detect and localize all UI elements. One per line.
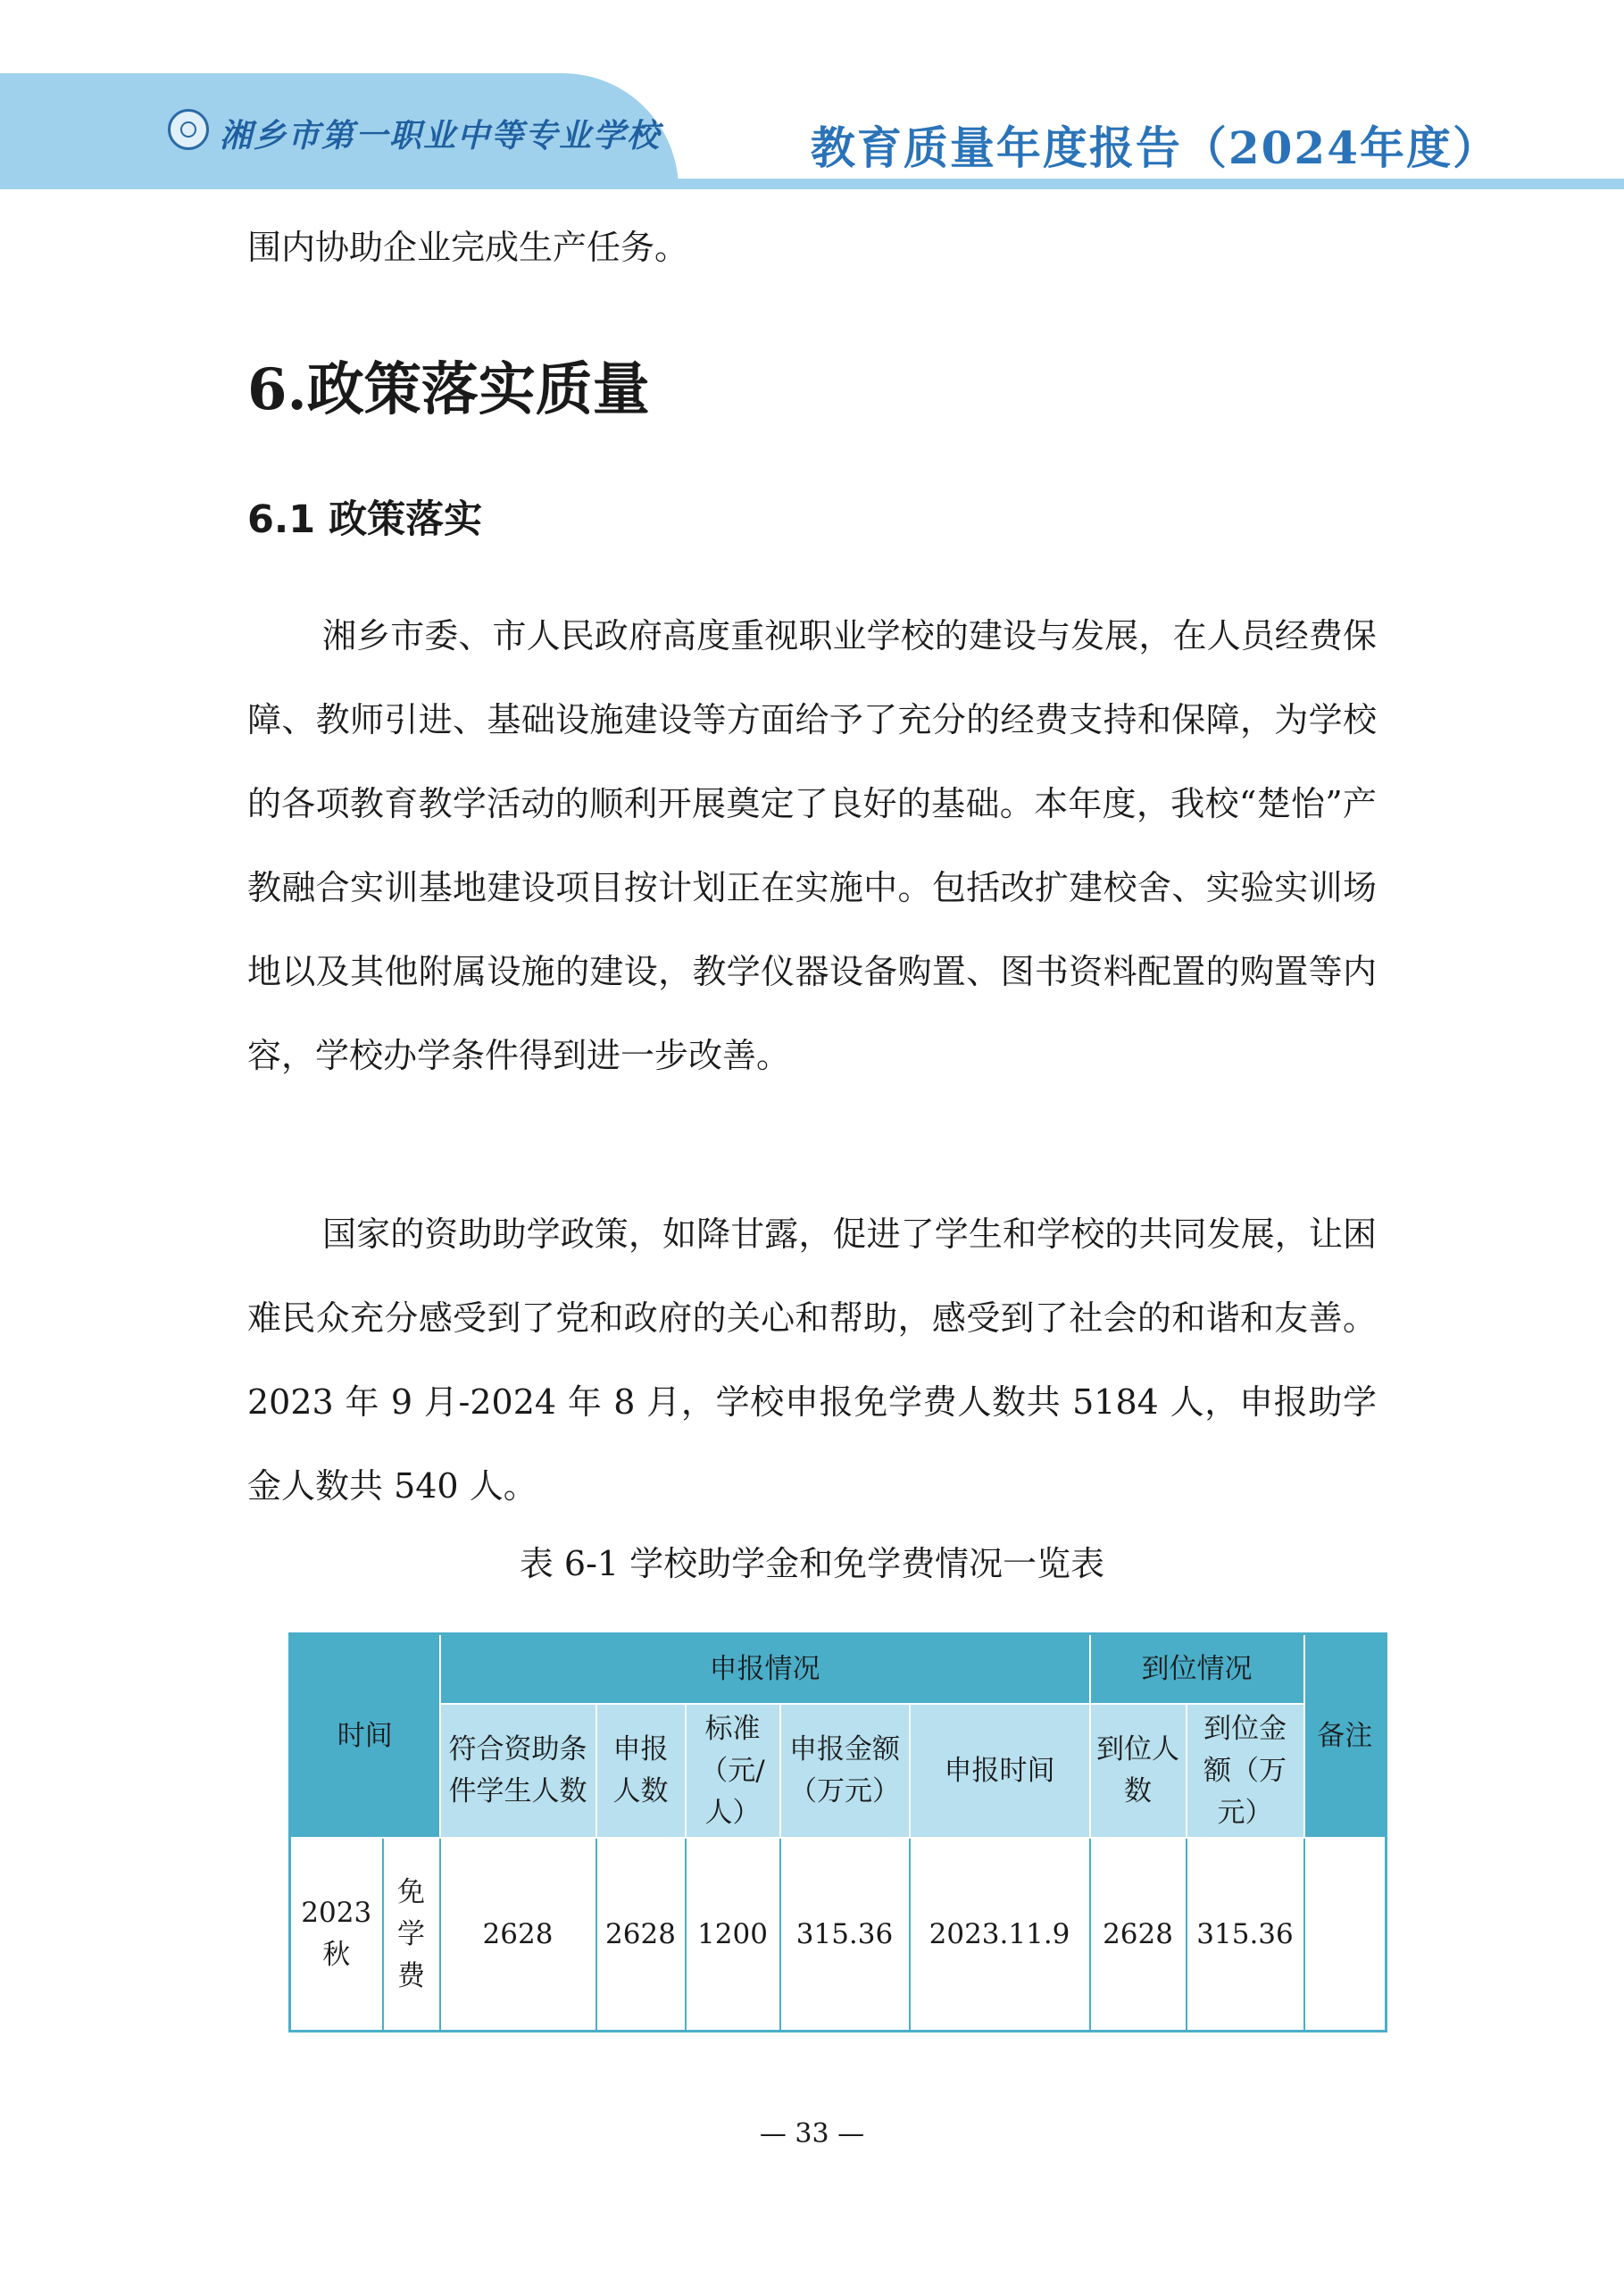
header-declared-count: 申报人数 (596, 1704, 686, 1838)
funding-table (288, 1632, 1387, 2032)
cell-type: 免学费 (383, 1838, 440, 2032)
page-number: — 33 — (759, 2118, 865, 2149)
cell-declared-amount: 315.36 (780, 1838, 910, 2032)
paragraph-policy: 湘乡市委、市人民政府高度重视职业学校的建设与发展，在人员经费保障、教师引进、基础设施建设等方面给予了充分的经费支持和保障，为学校的各项教育教学活动的顺利开展奠定了良好的基础。本年度，我校“楚怡”产教融合实训基地建设项目按计划正在实施中。包括改扩建校舍、实验实训场地以及其他附属设施的建设，教学仪器设备购置、图书资料配置的购置等内容，学校办学条件得到进一步改善。 (247, 616, 1377, 1075)
paragraph-funding: 国家的资助助学政策，如降甘露，促进了学生和学校的共同发展，让困难民众充分感受到了党和政府的关心和帮助，感受到了社会的和谐和友善。2023 年 9 月-2024 年 8 月，学校申报免学费人数共 5184 人，申报助学金人数共 540 人。 (247, 1214, 1377, 1506)
cell-declared-count: 2628 (596, 1838, 686, 2032)
cell-declared-time: 2023.11.9 (910, 1838, 1090, 2032)
report-title: 教育质量年度报告（2024年度） (810, 121, 1499, 174)
table-row (290, 1838, 1387, 2032)
header-time: 时间 (290, 1634, 440, 1839)
cell-standard: 1200 (686, 1838, 780, 2032)
page-header (0, 73, 1624, 189)
cell-period: 2023秋 (290, 1838, 383, 2032)
paragraph-continued: 围内协助企业完成生产任务。 (247, 228, 689, 267)
header-declare: 申报情况 (440, 1634, 1090, 1705)
header-declared-amount: 申报金额（万元） (780, 1704, 910, 1838)
header-arrived-amount: 到位金额（万元） (1187, 1704, 1304, 1838)
school-name: 湘乡市第一职业中等专业学校 (220, 117, 662, 154)
cell-remark (1304, 1838, 1387, 2032)
cell-eligible: 2628 (440, 1838, 596, 2032)
header-arrived-count: 到位人数 (1090, 1704, 1187, 1838)
cell-arrived-count: 2628 (1090, 1838, 1187, 2032)
cell-arrived-amount: 315.36 (1187, 1838, 1304, 2032)
section-title: 6.政策落实质量 (247, 356, 650, 423)
header-eligible: 符合资助条件学生人数 (440, 1704, 596, 1838)
table-caption: 表 6-1 学校助学金和免学费情况一览表 (519, 1544, 1105, 1583)
header-arrive: 到位情况 (1090, 1634, 1304, 1705)
header-remark: 备注 (1304, 1634, 1387, 1839)
subsection-title: 6.1 政策落实 (247, 497, 483, 542)
school-logo-icon (168, 109, 209, 150)
header-declared-time: 申报时间 (910, 1704, 1090, 1838)
header-rule (0, 179, 1624, 189)
header-standard: 标准（元/人） (686, 1704, 780, 1838)
